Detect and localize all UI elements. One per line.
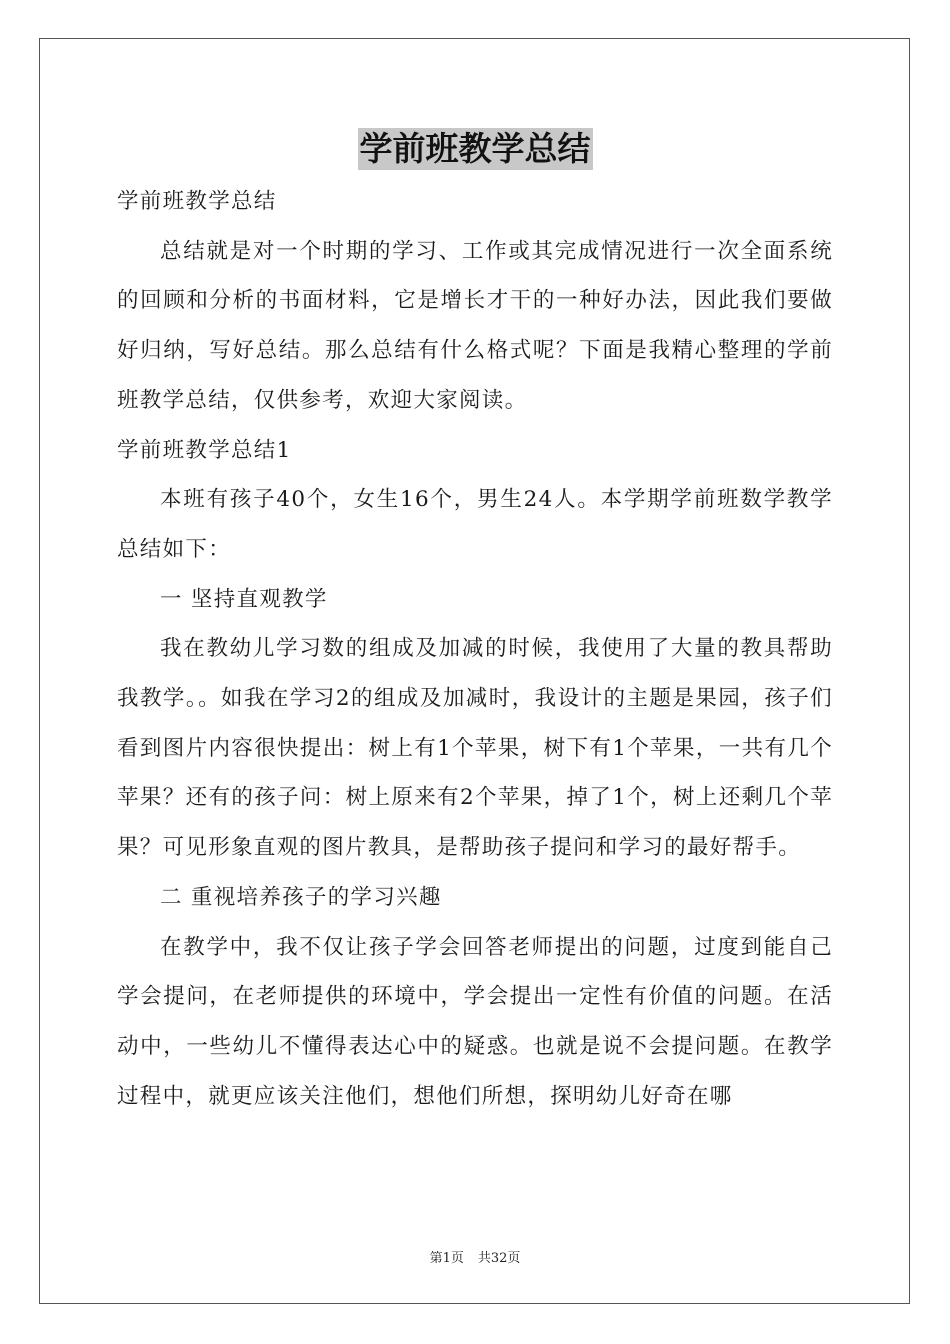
paragraph-direct-teaching: 我在教幼儿学习数的组成及加减的时候，我使用了大量的教具帮助我教学。。如我在学习2的组成及加减时，我设计的主题是果园，孩子们看到图片内容很快提出：树上有1个苹果，树下有1个苹果，一共有几个苹果？还有的孩子问：树上原来有2个苹果，掉了1个，树上还剩几个苹果？可见形象直观的图片教具，是帮助孩子提问和学习的最好帮手。 [117,636,833,861]
document-body [117,177,833,1121]
title-container [0,128,950,170]
paragraph-class-info: 本班有孩子40个，女生16个，男生24人。本学期学前班数学教学总结如下： [117,487,833,562]
page-number: 第1页 [429,1251,464,1266]
paragraph-learning-interest: 在教学中，我不仅让孩子学会回答老师提出的问题，过度到能自己学会提问，在老师提供的环境中，学会提出一定性有价值的问题。在活动中，一些幼儿不懂得表达心中的疑惑。也就是说不会提问题。在教学过程中，就更应该关注他们，想他们所想，探明幼儿好奇在哪 [117,934,833,1109]
document-title: 学前班教学总结 [359,129,591,168]
heading-learning-interest: 二 重视培养孩子的学习兴趣 [160,884,442,910]
document-subtitle: 学前班教学总结 [117,189,277,214]
intro-paragraph: 总结就是对一个时期的学习、工作或其完成情况进行一次全面系统的回顾和分析的书面材料，它是增长才干的一种好办法，因此我们要做好归纳，写好总结。那么总结有什么格式呢？下面是我精心整理的学前班教学总结，仅供参考，欢迎大家阅读。 [117,238,833,413]
page-footer [0,1247,950,1266]
page-total: 共32页 [477,1251,521,1266]
heading-direct-teaching: 一 坚持直观教学 [160,586,328,612]
section-title: 学前班教学总结1 [117,437,292,463]
